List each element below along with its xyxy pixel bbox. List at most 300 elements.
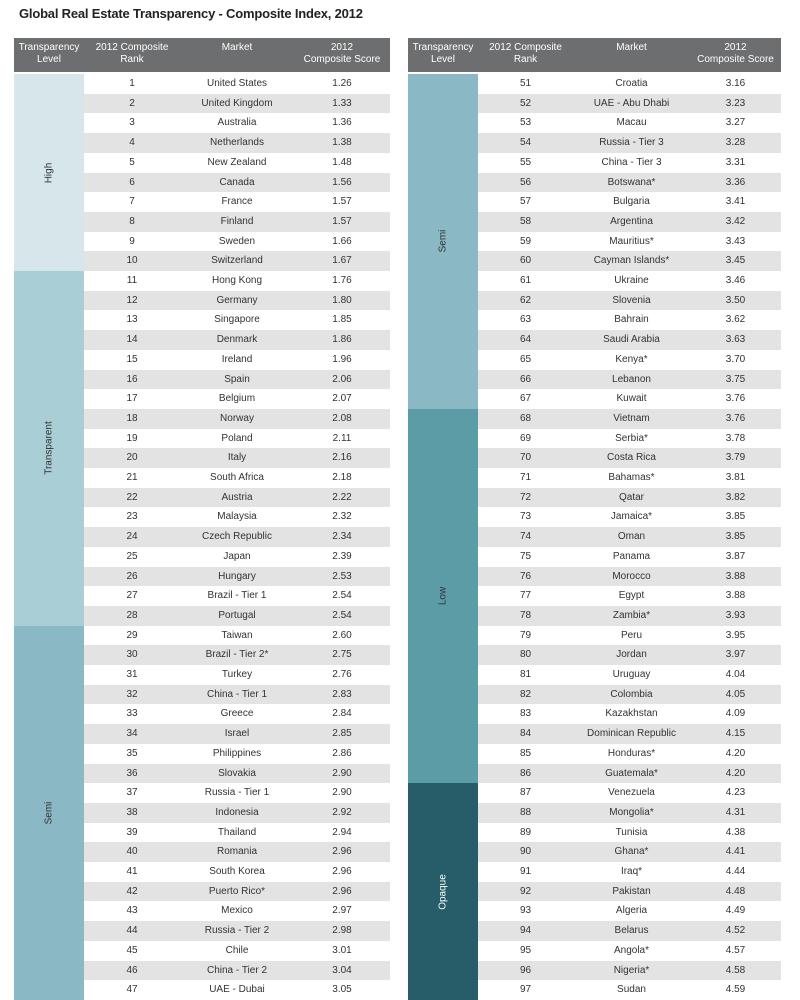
market-cell: Hungary [218,570,256,582]
level-block-transparent [14,271,84,626]
market-cell: Nigeria* [613,964,650,976]
score-cell: 3.36 [725,176,746,188]
table-row [84,961,390,981]
market-cell: Hong Kong [211,275,263,286]
rank-cell: 82 [519,688,532,700]
level-label: Semi [437,230,449,253]
score-cell: 3.76 [725,393,746,405]
score-cell: 4.20 [725,767,746,779]
score-cell: 4.57 [725,944,746,956]
score-cell: 3.23 [725,97,746,109]
market-cell: Thailand [217,826,257,838]
rank-cell: 19 [126,432,138,444]
rank-cell: 65 [519,353,532,365]
rank-cell: 59 [519,235,532,247]
rank-cell: 27 [126,590,138,602]
market-cell: Slovakia [218,767,256,779]
market-cell: Oman [617,531,646,543]
score-cell: 2.60 [332,629,352,641]
rank-cell: 83 [519,708,532,720]
score-cell: 4.20 [725,747,746,759]
market-cell: Peru [620,629,643,641]
table-row [84,842,390,862]
score-cell: 2.06 [332,373,352,385]
market-cell: Bahrain [614,314,649,326]
rank-cell: 78 [519,609,532,621]
market-cell: UAE - Abu Dhabi [593,97,670,109]
rank-cell: 69 [519,432,532,444]
score-cell: 4.31 [725,806,746,818]
market-cell: UAE - Dubai [209,984,265,996]
score-cell: 2.32 [332,511,352,523]
market-cell: Australia [217,117,257,129]
table-row [478,764,781,784]
rank-cell: 21 [126,472,138,483]
market-cell: Pakistan [612,885,651,897]
score-cell: 4.38 [725,826,746,838]
market-cell: Jordan [616,649,647,661]
table-row [84,271,390,291]
score-cell: 1.38 [332,137,352,149]
rank-cell: 46 [126,964,138,976]
table-row [478,606,781,626]
table-row [84,527,390,547]
score-cell: 4.09 [725,708,746,720]
rank-cell: 58 [519,215,532,227]
score-cell: 2.08 [332,412,352,424]
table-row [84,409,390,429]
table-row [478,842,781,862]
market-cell: China - Tier 2 [206,964,268,976]
table-row [478,645,781,665]
rank-cell: 79 [519,629,532,641]
rank-cell: 95 [519,944,532,956]
market-cell: France [221,196,253,208]
market-cell: Panama [612,550,651,562]
table-row [84,882,390,902]
rank-cell: 15 [126,353,138,365]
table-row [84,862,390,882]
market-cell: Kuwait [616,393,647,405]
market-cell: Venezuela [608,787,655,799]
rank-cell: 63 [519,314,532,326]
table-row [84,764,390,784]
market-cell: Colombia [610,688,653,700]
market-cell: Angola* [613,944,650,956]
market-cell: Guatemala* [605,767,658,779]
score-cell: 3.28 [725,137,746,149]
table-row [478,882,781,902]
score-cell: 3.75 [725,373,746,385]
rank-cell: 76 [519,570,532,582]
rank-cell: 41 [126,866,138,877]
score-cell: 1.96 [332,353,352,365]
rank-cell: 31 [126,669,138,680]
table-row [478,212,781,232]
market-cell: Serbia* [615,432,648,444]
table-row [84,665,390,685]
score-cell: 3.43 [725,235,746,247]
market-cell: Botswana* [607,176,656,188]
score-cell: 2.83 [332,688,352,700]
market-cell: Slovenia [612,294,651,306]
market-cell: Indonesia [215,806,259,818]
table-row [84,704,390,724]
market-cell: United States [206,78,268,89]
rank-cell: 70 [519,452,532,464]
market-cell: Qatar [618,491,644,503]
score-cell: 2.85 [332,728,352,740]
rank-cell: 43 [126,905,138,917]
score-cell: 1.67 [332,255,352,267]
table-row [84,74,390,94]
table-row [84,567,390,587]
market-cell: Brazil - Tier 2* [205,649,269,661]
score-cell: 1.56 [332,176,352,188]
market-cell: Germany [216,294,258,306]
score-cell: 2.22 [332,491,352,503]
score-cell: 2.53 [332,570,352,582]
rank-cell: 1 [129,78,135,89]
market-cell: Zambia* [612,609,651,621]
market-cell: Romania [216,846,258,858]
table-row [84,429,390,449]
table-row [84,488,390,508]
market-cell: Taiwan [221,629,253,641]
table-row [478,232,781,252]
market-cell: Morocco [612,570,651,582]
header-rank: 2012 Composite Rank [95,42,169,65]
page-title: Global Real Estate Transparency - Composite Index, 2012 [19,6,363,21]
table-row [84,251,390,271]
market-cell: Costa Rica [607,452,656,464]
score-cell: 4.41 [725,846,746,858]
score-cell: 3.95 [725,629,746,641]
market-cell: Sudan [617,984,646,996]
table-row [478,330,781,350]
table-row [478,685,781,705]
score-cell: 3.05 [332,984,352,996]
table-row [84,153,390,173]
score-cell: 1.85 [332,314,352,326]
market-cell: Chile [225,944,249,956]
score-cell: 4.59 [725,984,746,996]
table-row [478,961,781,981]
table-header [14,38,390,72]
score-cell: 3.63 [725,334,746,346]
score-cell: 1.26 [332,78,352,89]
market-cell: Vietnam [613,412,650,424]
table-row [84,823,390,843]
score-cell: 2.11 [332,432,352,444]
score-cell: 2.97 [332,905,352,917]
score-cell: 2.07 [332,393,352,405]
score-cell: 2.90 [332,767,352,779]
rank-cell: 74 [519,531,532,543]
market-cell: Greece [220,708,254,720]
table-row [84,685,390,705]
score-cell: 1.36 [332,117,352,129]
score-cell: 1.86 [332,334,352,346]
market-cell: Puerto Rico* [208,885,266,897]
table-row [478,665,781,685]
rank-cell: 52 [519,97,532,109]
rank-cell: 34 [126,728,138,740]
market-cell: Belgium [218,393,256,405]
market-cell: Ireland [221,353,253,365]
rank-cell: 18 [126,412,138,424]
score-cell: 2.18 [332,472,352,483]
level-block-low [408,409,478,783]
rank-cell: 47 [126,984,138,996]
table-row [84,94,390,114]
table-row [84,291,390,311]
market-cell: Japan [223,550,251,562]
header-level: Transparency Level [412,42,474,65]
market-cell: Ukraine [614,275,649,286]
table-row [478,803,781,823]
rank-cell: 71 [519,472,532,483]
level-label: Semi [43,801,55,825]
score-cell: 3.04 [332,964,352,976]
market-cell: Italy [227,452,247,464]
score-cell: 2.94 [332,826,352,838]
table-row [478,547,781,567]
table-row [84,626,390,646]
rank-cell: 66 [519,373,532,385]
score-cell: 3.31 [725,156,746,168]
rank-cell: 45 [126,944,138,956]
table-row [84,232,390,252]
market-cell: Dominican Republic [587,728,676,740]
market-cell: Mauritius* [609,235,654,247]
market-cell: Saudi Arabia [603,334,660,346]
market-cell: Russia - Tier 2 [204,925,270,937]
score-cell: 3.50 [725,294,746,306]
rank-cell: 23 [126,511,138,523]
rank-cell: 22 [126,491,138,503]
table-row [84,901,390,921]
market-cell: Mongolia* [609,806,654,818]
score-cell: 4.52 [725,925,746,937]
table-row [478,704,781,724]
rank-cell: 6 [129,176,135,188]
header-score: 2012 Composite Score [697,42,774,65]
market-cell: Brazil - Tier 1 [207,590,267,602]
score-cell: 2.76 [332,669,352,680]
table-row [478,823,781,843]
table-row [478,980,781,1000]
rank-cell: 94 [519,925,532,937]
rank-cell: 11 [126,275,138,286]
table-row [478,350,781,370]
header-level: Transparency Level [18,42,80,65]
rank-cell: 3 [129,117,135,129]
rank-cell: 67 [519,393,532,405]
rank-cell: 42 [126,885,138,897]
rank-cell: 92 [519,885,532,897]
table-row [478,370,781,390]
market-cell: Israel [224,728,250,740]
table-row [84,606,390,626]
rank-cell: 29 [126,629,138,641]
market-cell: China - Tier 1 [206,688,268,700]
rank-cell: 81 [519,669,532,680]
market-cell: Lebanon [612,373,651,385]
table-row [478,429,781,449]
score-cell: 3.79 [725,452,746,464]
rank-cell: 85 [519,747,532,759]
rank-cell: 75 [519,550,532,562]
score-cell: 2.92 [332,806,352,818]
rank-cell: 4 [129,137,135,149]
score-cell: 3.41 [725,196,746,208]
market-cell: Honduras* [607,747,656,759]
table-row [84,783,390,803]
table-row [478,783,781,803]
score-cell: 2.54 [332,609,352,621]
table-row [478,133,781,153]
score-cell: 3.27 [725,117,746,129]
rank-cell: 20 [126,452,138,464]
rank-cell: 72 [519,491,532,503]
rank-cell: 68 [519,412,532,424]
table-row [478,409,781,429]
market-cell: Finland [220,215,254,227]
rank-cell: 97 [519,984,532,996]
market-cell: Jamaica* [610,511,653,523]
score-cell: 2.34 [332,531,352,543]
score-cell: 1.57 [332,196,352,208]
score-cell: 2.98 [332,925,352,937]
score-cell: 2.86 [332,747,352,759]
market-cell: Uruguay [612,669,651,680]
rank-cell: 40 [126,846,138,858]
table-row [478,448,781,468]
header-score: 2012 Composite Score [303,42,381,65]
level-block-opaque [408,783,478,1000]
table-row [84,389,390,409]
market-cell: Austria [221,491,253,503]
table-row [84,980,390,1000]
table-row [84,113,390,133]
rank-cell: 77 [519,590,532,602]
market-cell: Bahamas* [608,472,655,483]
table-row [84,310,390,330]
market-cell: Tunisia [615,826,648,838]
score-cell: 3.78 [725,432,746,444]
rank-cell: 28 [126,609,138,621]
table-row [478,389,781,409]
market-cell: Netherlands [210,137,264,149]
score-cell: 3.88 [725,590,746,602]
score-cell: 3.93 [725,609,746,621]
rank-cell: 55 [519,156,532,168]
score-cell: 4.05 [725,688,746,700]
score-cell: 3.97 [725,649,746,661]
rank-cell: 16 [126,373,138,385]
rank-cell: 13 [126,314,138,326]
market-cell: Russia - Tier 1 [204,787,270,799]
score-cell: 3.85 [725,531,746,543]
score-cell: 2.96 [332,885,352,897]
level-label: Transparent [43,421,55,476]
level-block-semi [408,74,478,409]
market-cell: Norway [220,412,254,424]
table-row [478,310,781,330]
rank-cell: 96 [519,964,532,976]
score-cell: 4.15 [725,728,746,740]
market-cell: Canada [219,176,255,188]
score-cell: 1.76 [332,275,352,286]
table-row [84,370,390,390]
market-cell: Switzerland [211,255,263,267]
score-cell: 3.82 [725,491,746,503]
table-row [478,901,781,921]
table-row [84,724,390,744]
market-cell: Kenya* [615,353,648,365]
table-row [478,862,781,882]
level-block-high [14,74,84,271]
table-row [84,350,390,370]
rank-cell: 84 [519,728,532,740]
table-row [84,468,390,488]
market-cell: Singapore [214,314,260,326]
header-market: Market [221,42,253,53]
table-row [84,173,390,193]
rank-cell: 12 [126,294,138,306]
market-cell: Sweden [218,235,256,247]
score-cell: 1.57 [332,215,352,227]
rank-cell: 91 [519,866,532,877]
score-cell: 1.33 [332,97,352,109]
score-cell: 1.48 [332,156,352,168]
market-cell: Mexico [221,905,253,917]
score-cell: 1.66 [332,235,352,247]
market-cell: Malaysia [217,511,257,523]
table-row [84,330,390,350]
score-cell: 2.84 [332,708,352,720]
rank-cell: 57 [519,196,532,208]
market-cell: New Zealand [207,156,267,168]
market-cell: South Korea [209,866,265,877]
rank-cell: 93 [519,905,532,917]
table-row [478,94,781,114]
market-cell: Spain [224,373,250,385]
table-row [84,744,390,764]
market-cell: Egypt [618,590,645,602]
rank-cell: 2 [129,97,135,109]
score-cell: 3.62 [725,314,746,326]
market-cell: Denmark [216,334,258,346]
rank-cell: 54 [519,137,532,149]
rank-cell: 56 [519,176,532,188]
score-cell: 3.16 [725,78,746,89]
table-row [478,251,781,271]
score-cell: 4.23 [725,787,746,799]
rank-cell: 36 [126,767,138,779]
score-cell: 3.88 [725,570,746,582]
table-row [84,645,390,665]
table-row [84,803,390,823]
score-cell: 3.81 [725,472,746,483]
market-cell: Kazakhstan [605,708,658,720]
table-row [84,941,390,961]
market-cell: Croatia [615,78,648,89]
market-cell: Poland [221,432,253,444]
table-row [478,173,781,193]
table-row [478,941,781,961]
